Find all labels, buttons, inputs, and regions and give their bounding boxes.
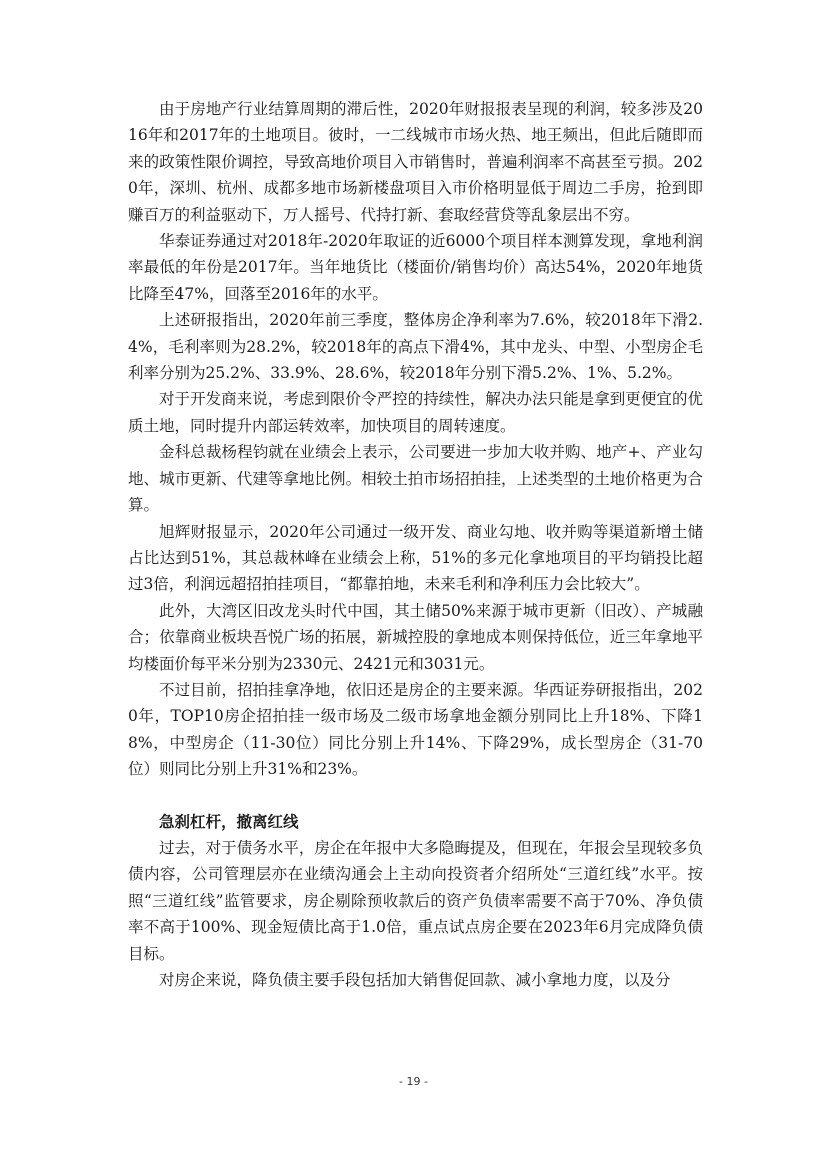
paragraph-developer-strategy: 对于开发商来说，考虑到限价令严控的持续性，解决办法只能是拿到更便宜的优质土地，同时提升内部运转效率，加快项目的周转速度。 (128, 390, 703, 435)
paragraph-three-red-lines: 过去，对于债务水平，房企在年报中大多隐晦提及，但现在，年报会呈现较多负债内容，公司管理层亦在业绩沟通会上主动向投资者介绍所处“三道红线”水平。按照“三道红线”监管要求，房企剔除预收款后的资产负债率需要不高于70%、净负债率不高于100%、现金短债比高于1.0倍，重点试点房企要在2023年6月完成降负债目标。 (128, 838, 703, 963)
paragraph-margin-decline: 上述研报指出，2020年前三季度，整体房企净利率为7.6%，较2018年下滑2.4%，毛利率则为28.2%，较2018年的高点下滑4%，其中龙头、中型、小型房企毛利率分别为25.2%、33.9%、28.6%，较2018年分别下滑5.2%、1%、5.2%。 (128, 311, 703, 383)
paragraph-huatai-research: 华泰证券通过对2018年-2020年取证的近6000个项目样本测算发现，拿地利润率最低的年份是2017年。当年地货比（楼面价/销售均价）高达54%，2020年地货比降至47%，回落至2016年的水平。 (128, 232, 703, 303)
page-number: - 19 - (399, 1075, 428, 1088)
document-body (128, 96, 703, 993)
paragraph-times-china: 此外，大湾区旧改龙头时代中国，其土储50%来源于城市更新（旧改）、产城融合；依靠商业板块吾悦广场的拓展，新城控股的拿地成本则保持低位，近三年拿地平均楼面价每平米分别为2330元、2421元和3031元。 (128, 601, 703, 673)
section-heading: 急刹杠杆，撤离红线 (159, 812, 299, 831)
paragraph-jinke: 金科总裁杨程钧就在业绩会上表示，公司要进一步加大收并购、地产+、产业勾地、城市更新、代建等拿地比例。相较土拍市场招拍挂，上述类型的土地价格更为合算。 (128, 443, 703, 515)
paragraph-profit-lag: 由于房地产行业结算周期的滞后性，2020年财报报表呈现的利润，较多涉及2016年和2017年的土地项目。彼时，一二线城市市场火热、地王频出，但此后随即而来的政策性限价调控，导致高地价项目入市销售时，普遍利润率不高甚至亏损。2020年，深圳、杭州、成都多地市场新楼盘项目入市价格明显低于周边二手房，抢到即赚百万的利益驱动下，万人摇号、代持打新、套取经营贷等乱象层出不穷。 (128, 100, 703, 224)
paragraph-cifi: 旭辉财报显示，2020年公司通过一级开发、商业勾地、收并购等渠道新增土储占比达到51%，其总裁林峰在业绩会上称，51%的多元化拿地项目的平均销投比超过3倍，利润远超招拍挂项目，“都靠拍地，未来毛利和净利压力会比较大”。 (128, 522, 703, 594)
paragraph-deleveraging: 对房企来说，降负债主要手段包括加大销售促回款、减小拿地力度，以及分 (159, 971, 671, 989)
paragraph-huaxi-research: 不过目前，招拍挂拿净地，依旧还是房企的主要来源。华西证券研报指出，2020年，TOP10房企招拍挂一级市场及二级市场拿地金额分别同比上升18%、下降18%，中型房企（11-30位）同比分别上升14%、下降29%，成长型房企（31-70位）则同比分别上升31%和23%。 (128, 680, 703, 779)
